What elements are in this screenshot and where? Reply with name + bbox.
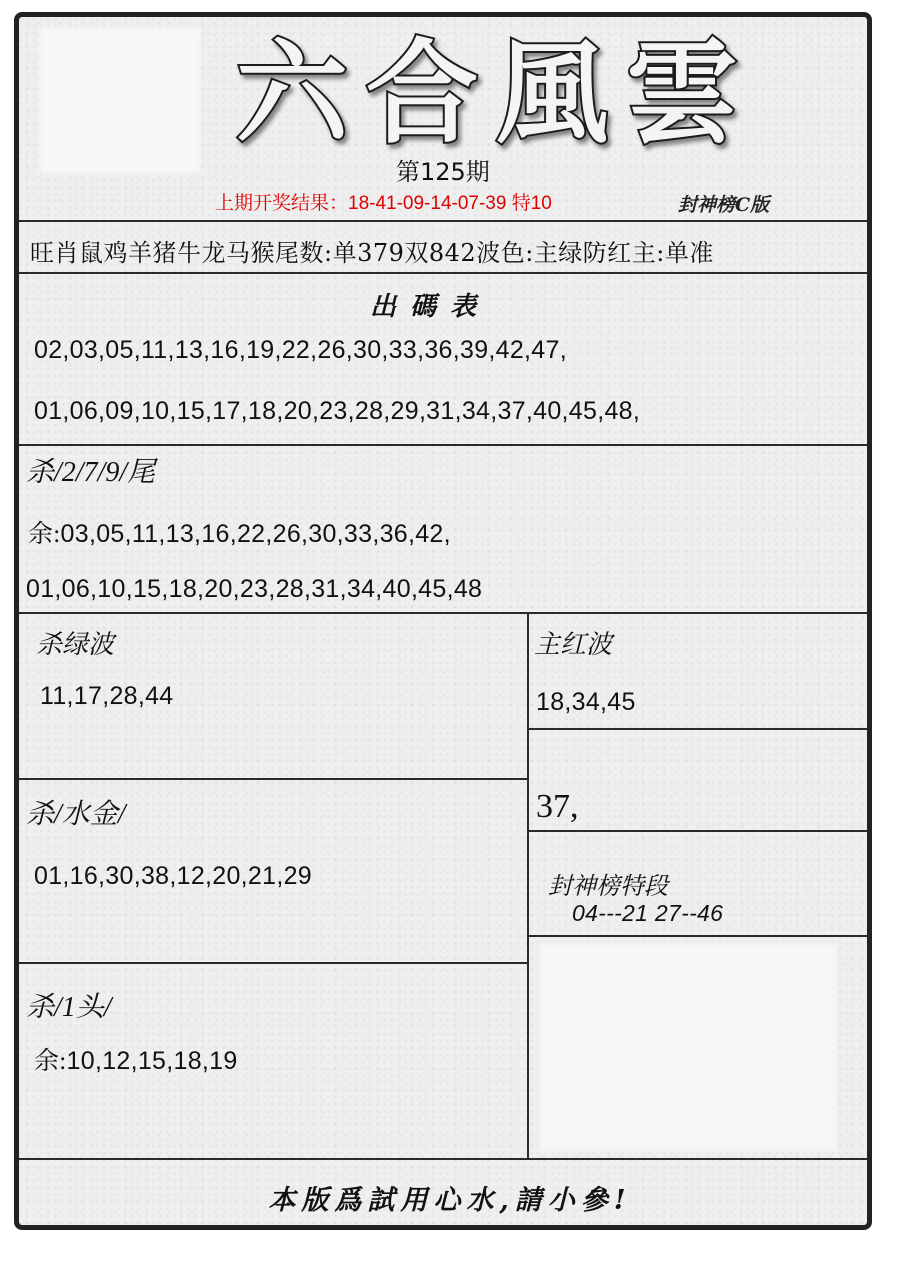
kill-green-numbers: 11,17,28,44 <box>40 682 174 710</box>
kill-tail-heading: 杀/2/7/9/尾 <box>26 457 156 488</box>
divider <box>19 1158 867 1160</box>
kill-head-heading: 杀/1头/ <box>26 992 112 1023</box>
rest-label: 余: <box>34 1048 67 1075</box>
divider <box>19 272 867 274</box>
kill-tail-row <box>28 514 451 550</box>
kill-head-numbers: 10,12,15,18,19 <box>66 1047 238 1075</box>
divider <box>19 220 867 222</box>
title-calligraphy <box>196 20 796 170</box>
divider <box>19 778 528 780</box>
kill-head-row <box>34 1041 238 1077</box>
divider <box>528 935 867 937</box>
issue-number: 第125期 <box>396 158 490 186</box>
kill-tail-row: 01,06,10,15,18,20,23,28,31,34,40,45,48 <box>26 575 483 603</box>
special-segment-heading: 封神榜特段 <box>548 874 668 900</box>
divider <box>528 728 867 730</box>
main-red-numbers: 18,34,45 <box>536 688 636 716</box>
footer-disclaimer: 本版爲試用心水,請小參! <box>268 1185 632 1216</box>
divider <box>528 830 867 832</box>
edition-label: 封神榜C版 <box>678 194 770 216</box>
divider <box>19 444 867 446</box>
last-draw-result: 上期开奖结果：18-41-09-14-07-39 特10 <box>215 193 552 214</box>
divider <box>19 612 867 614</box>
blurred-logo-area <box>40 28 200 173</box>
code-table-title: 出碼表 <box>369 292 490 322</box>
code-table-row: 02,03,05,11,13,16,19,22,26,30,33,36,39,42,47, <box>34 336 567 364</box>
blurred-area <box>540 944 836 1150</box>
single-pick: 37, <box>536 788 579 825</box>
rest-label: 余: <box>28 521 61 548</box>
title-text: 六合風雲 <box>236 28 756 159</box>
kill-green-heading: 杀绿波 <box>36 630 115 659</box>
special-segment-values: 04---21 27--46 <box>572 900 724 926</box>
kill-water-gold-numbers: 01,16,30,38,12,20,21,29 <box>34 862 312 890</box>
column-divider <box>527 612 529 1160</box>
main-red-heading: 主红波 <box>534 630 613 659</box>
zodiac-info-line: 旺肖鼠鸡羊猪牛龙马猴尾数:单379双842波色:主绿防红主:单准 <box>30 239 714 267</box>
divider <box>19 962 528 964</box>
code-table-row: 01,06,09,10,15,17,18,20,23,28,29,31,34,37,40,45,48, <box>34 397 641 425</box>
kill-water-gold-heading: 杀/水金/ <box>26 799 126 830</box>
kill-tail-numbers: 03,05,11,13,16,22,26,30,33,36,42, <box>60 520 451 548</box>
